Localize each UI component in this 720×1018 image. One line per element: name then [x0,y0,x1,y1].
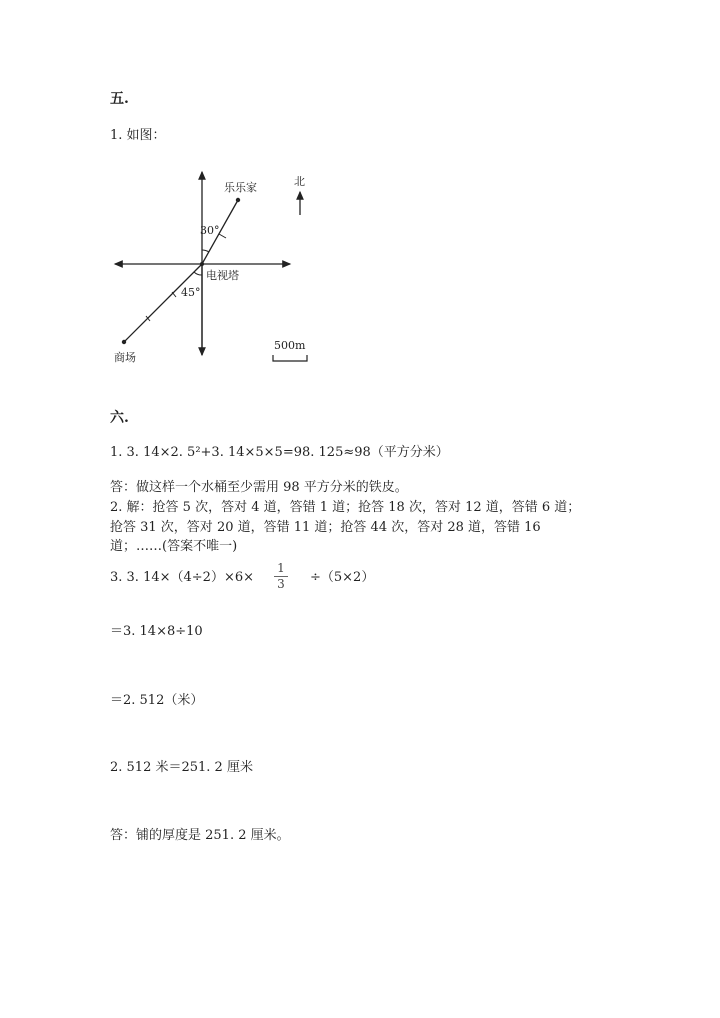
tower-label: 电视塔 [206,269,239,282]
mall-label: 商场 [114,351,136,364]
q2-line-3: 道；……(答案不唯一) [110,539,238,554]
section-6-heading: 六. [110,410,129,426]
north-label: 北 [294,175,305,188]
angle-arc-30 [202,250,209,252]
q1-calculation: 1. 3. 14×2. 5²+3. 14×5×5=98. 125≈98（平方分米） [110,445,449,460]
direction-diagram [0,0,720,400]
fraction-numerator: 1 [277,561,285,575]
q2-line-2: 抢答 31 次，答对 20 道，答错 11 道；抢答 44 次，答对 28 道，答错 16 [110,520,541,535]
q1-answer: 答：做这样一个水桶至少需用 98 平方分米的铁皮。 [110,480,408,495]
q3-step-2: ＝2. 512（米） [110,693,204,708]
question-1-label: 1. 如图： [110,128,166,143]
q3-expression-left: 3. 3. 14×（4÷2）×6× [110,570,254,585]
angle-30-label: 30° [200,224,220,237]
fraction-one-third [274,561,288,592]
home-label: 乐乐家 [224,181,257,194]
q2-line-1: 2. 解：抢答 5 次，答对 4 道，答错 1 道；抢答 18 次，答对 12 道，答错 6 道； [110,500,581,515]
tower-point [200,262,204,266]
fraction-denominator: 3 [274,576,288,592]
line-to-mall [124,264,202,342]
scale-label: 500m [274,339,306,352]
angle-45-label: 45° [181,286,201,299]
home-point [236,198,240,202]
angle-arc-45 [194,272,202,275]
q3-step-1: ＝3. 14×8÷10 [110,624,203,639]
q3-answer: 答：铺的厚度是 251. 2 厘米。 [110,828,290,843]
q3-step-3: 2. 512 米＝251. 2 厘米 [110,760,253,775]
scale-bar [273,355,307,361]
mall-point [122,340,126,344]
tick-mark [219,234,226,238]
q3-expression-right: ÷（5×2） [310,570,375,585]
section-5-heading: 五. [110,91,129,107]
